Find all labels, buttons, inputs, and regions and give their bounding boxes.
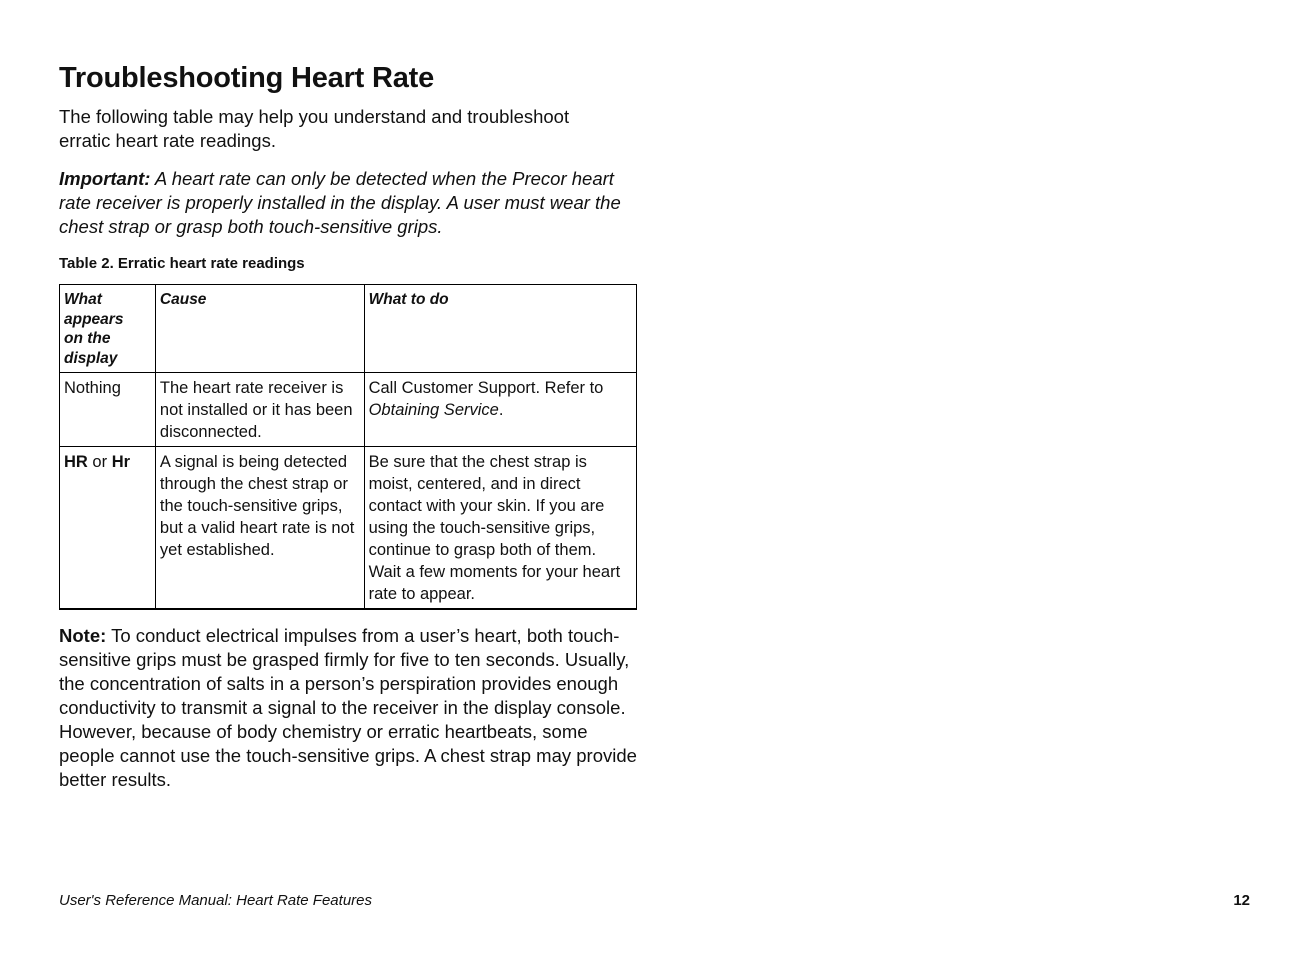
table-row — [60, 373, 637, 447]
cell-action: Be sure that the chest strap is moist, centered, and in direct contact with your skin. If you are using the touch-sensitive grips, continue to grasp both of them. Wait a few moments for your heart rate to appear. — [364, 447, 636, 610]
intro-line-1: The following table may help you understand and troubleshoot — [59, 106, 570, 127]
header-what-appears — [60, 285, 156, 373]
cell-action — [364, 373, 636, 447]
note-label: Note: — [59, 625, 107, 646]
important-label: Important: — [59, 168, 151, 189]
page-title: Troubleshooting Heart Rate — [59, 62, 435, 94]
intro-paragraph — [59, 105, 639, 153]
page-number: 12 — [1233, 892, 1250, 909]
display-or: or — [87, 453, 112, 471]
important-notice — [59, 167, 639, 239]
display-code-hr-upper: HR — [64, 453, 88, 471]
manual-page-content — [59, 58, 639, 792]
table-row — [60, 447, 637, 610]
header-what-appears-line: appears — [64, 310, 124, 328]
header-what-appears-line: display — [64, 349, 118, 367]
header-what-to-do: What to do — [364, 285, 636, 373]
cell-display: Nothing — [60, 373, 156, 447]
erratic-heart-rate-table — [59, 284, 637, 610]
header-what-appears-line: on the — [64, 330, 111, 347]
note-paragraph — [59, 624, 639, 792]
cell-cause: A signal is being detected through the chest strap or the touch-sensitive grips, but a valid heart rate is not yet established. — [155, 447, 364, 610]
cell-cause: The heart rate receiver is not installed or it has been disconnected. — [155, 373, 364, 447]
note-text: To conduct electrical impulses from a user’s heart, both touch-sensitive grips must be grasped firmly for five to ten seconds. Usually, the concentration of salts in a person’s perspiration provides enough conductivity to transmit a signal to the receiver in the display console. However, because of body chemistry or erratic heartbeats, some people cannot use the touch-sensitive grips. A chest strap may provide better results. — [59, 625, 637, 790]
header-what-appears-line: What — [64, 291, 102, 308]
display-code-hr-mixed: Hr — [111, 453, 131, 471]
footer-title: User's Reference Manual: Heart Rate Features — [59, 892, 373, 909]
action-text-end: . — [498, 401, 504, 419]
obtaining-service-reference: Obtaining Service — [368, 401, 499, 419]
table-header-row — [60, 285, 637, 373]
header-cause: Cause — [155, 285, 364, 373]
table-caption: Table 2. Erratic heart rate readings — [59, 255, 305, 272]
action-text: Call Customer Support. Refer to — [368, 379, 604, 397]
cell-display — [60, 447, 156, 610]
important-text: A heart rate can only be detected when the Precor heart rate receiver is properly installed in the display. A user must wear the chest strap or grasp both touch-sensitive grips. — [59, 168, 621, 237]
intro-line-2: erratic heart rate readings. — [59, 130, 276, 151]
